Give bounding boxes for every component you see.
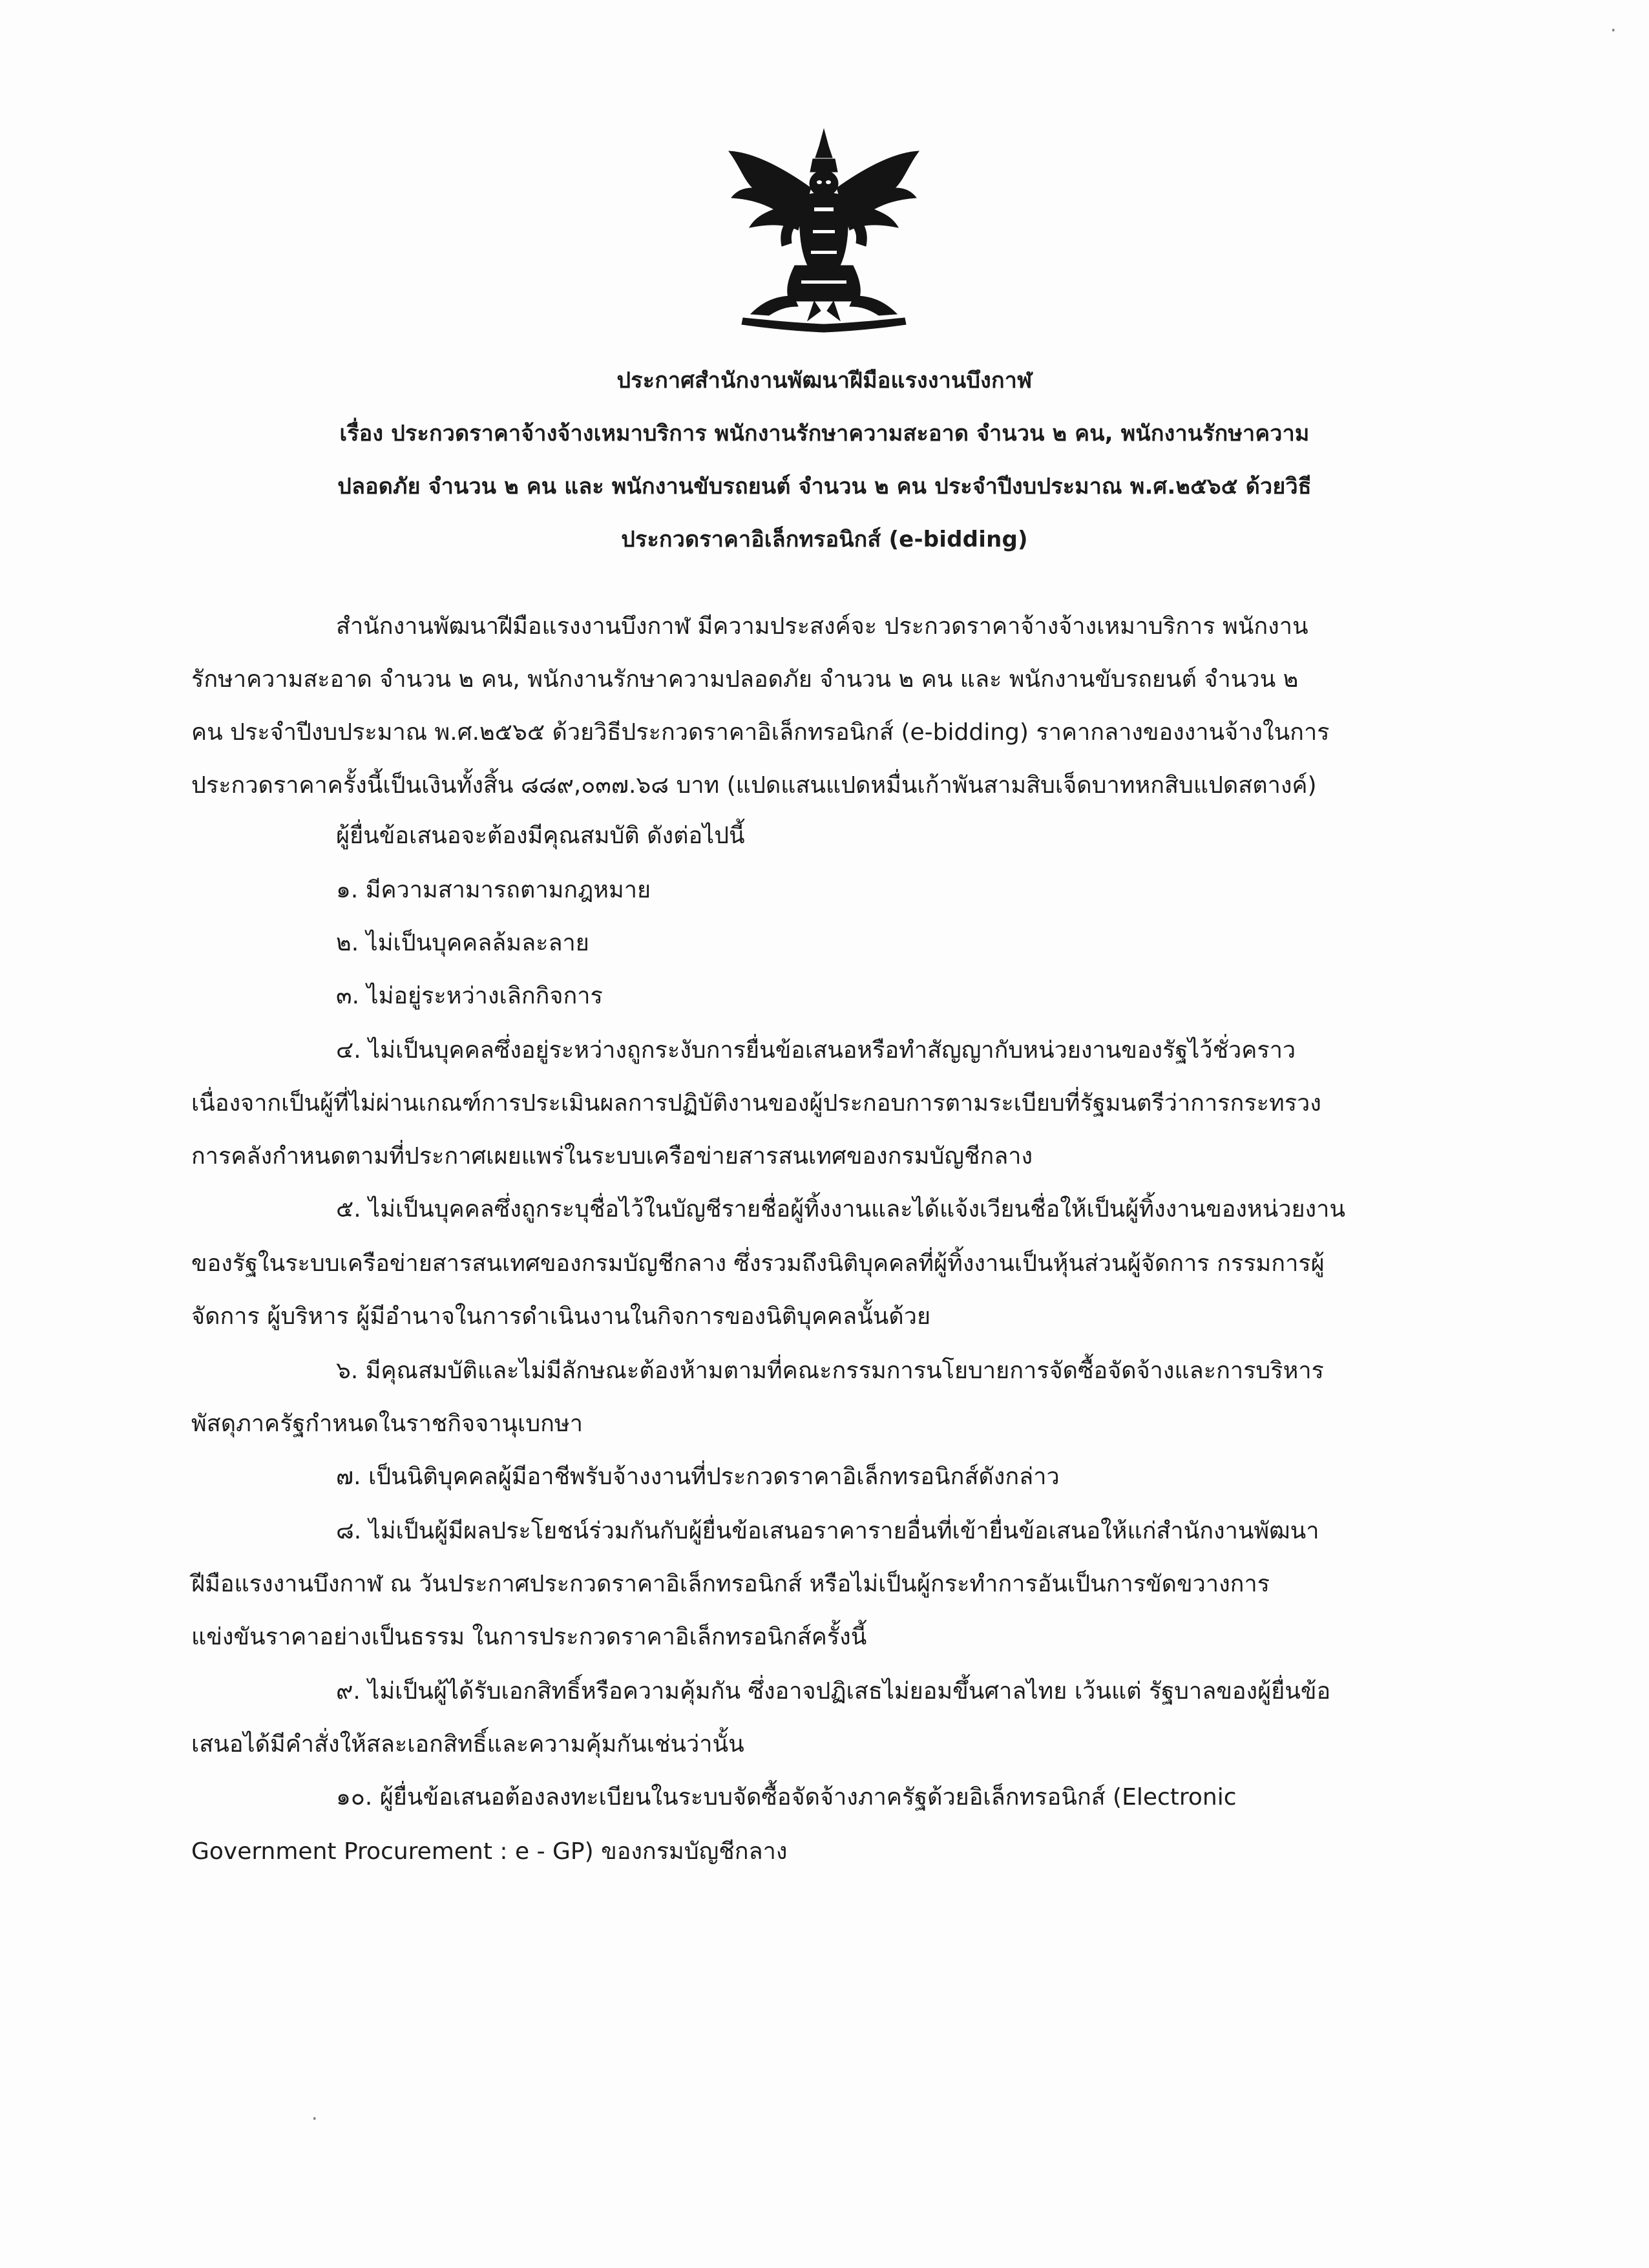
body-line: รักษาความสะอาด จำนวน ๒ คน, พนักงานรักษาความปลอดภัย จำนวน ๒ คน และ พนักงานขับรถยนต์ จำนวน ๒: [191, 666, 1299, 693]
body-line: เสนอได้มีคำสั่งให้สละเอกสิทธิ์และความคุ้มกันเช่นว่านั้น: [191, 1731, 744, 1758]
qualification-item: ๑. มีความสามารถตามกฎหมาย: [336, 877, 651, 903]
qualification-item: ๗. เป็นนิติบุคคลผู้มีอาชีพรับจ้างงานที่ประกวดราคาอิเล็กทรอนิกส์ดังกล่าว: [336, 1464, 1060, 1490]
garuda-emblem-icon: [717, 127, 930, 340]
qualification-item: ๕. ไม่เป็นบุคคลซึ่งถูกระบุชื่อไว้ในบัญชีรายชื่อผู้ทิ้งงานและได้แจ้งเวียนชื่อให้เป็นผู้ทิ้งงานของหน่วยงาน: [336, 1196, 1345, 1223]
title-line-3: ปลอดภัย จำนวน ๒ คน และ พนักงานขับรถยนต์ จำนวน ๒ คน ประจำปีงบประมาณ พ.ศ.๒๕๖๕ ด้วยวิธี: [337, 474, 1312, 499]
qualification-item: ๙. ไม่เป็นผู้ได้รับเอกสิทธิ์หรือความคุ้มกัน ซึ่งอาจปฏิเสธไม่ยอมขึ้นศาลไทย เว้นแต่ รัฐบาลของผู้ยื่นข้อ: [336, 1678, 1331, 1705]
scan-speck: ·: [1610, 19, 1617, 42]
body-line: จัดการ ผู้บริหาร ผู้มีอำนาจในการดำเนินงานในกิจการของนิติบุคคลนั้นด้วย: [191, 1303, 931, 1330]
body-line: พัสดุภาครัฐกำหนดในราชกิจจานุเบกษา: [191, 1411, 583, 1437]
title-line-1: ประกาศสำนักงานพัฒนาฝีมือแรงงานบึงกาฬ: [616, 368, 1033, 394]
body-line: สำนักงานพัฒนาฝีมือแรงงานบึงกาฬ มีความประสงค์จะ ประกวดราคาจ้างจ้างเหมาบริการ พนักงาน: [336, 613, 1308, 640]
title-line-4: ประกวดราคาอิเล็กทรอนิกส์ (e-bidding): [621, 527, 1028, 552]
body-line: คน ประจำปีงบประมาณ พ.ศ.๒๕๖๕ ด้วยวิธีประกวดราคาอิเล็กทรอนิกส์ (e-bidding) ราคากลางของงานจ้างในการ: [191, 719, 1330, 746]
body-line: แข่งขันราคาอย่างเป็นธรรม ในการประกวดราคาอิเล็กทรอนิกส์ครั้งนี้: [191, 1624, 867, 1650]
body-line: Government Procurement : e - GP) ของกรมบัญชีกลาง: [191, 1838, 788, 1865]
body-line: ฝีมือแรงงานบึงกาฬ ณ วันประกาศประกวดราคาอิเล็กทรอนิกส์ หรือไม่เป็นผู้กระทำการอันเป็นการขัดขวางการ: [191, 1571, 1270, 1597]
qualification-item: ๑๐. ผู้ยื่นข้อเสนอต้องลงทะเบียนในระบบจัดซื้อจัดจ้างภาครัฐด้วยอิเล็กทรอนิกส์ (Electronic: [336, 1784, 1237, 1811]
qualification-item: ๓. ไม่อยู่ระหว่างเลิกกิจการ: [336, 983, 603, 1009]
qualification-item: ๘. ไม่เป็นผู้มีผลประโยชน์ร่วมกันกับผู้ยื่นข้อเสนอราคารายอื่นที่เข้ายื่นข้อเสนอให้แก่สำนักงานพัฒนา: [336, 1518, 1319, 1544]
body-line: เนื่องจากเป็นผู้ที่ไม่ผ่านเกณฑ์การประเมินผลการปฏิบัติงานของผู้ประกอบการตามระเบียบที่รัฐมนตรีว่าการกระทรวง: [191, 1090, 1321, 1117]
qualifications-intro: ผู้ยื่นข้อเสนอจะต้องมีคุณสมบัติ ดังต่อไปนี้: [336, 823, 745, 849]
qualification-item: ๔. ไม่เป็นบุคคลซึ่งอยู่ระหว่างถูกระงับการยื่นข้อเสนอหรือทำสัญญากับหน่วยงานของรัฐไว้ชั่วคราว: [336, 1037, 1296, 1064]
qualification-item: ๖. มีคุณสมบัติและไม่มีลักษณะต้องห้ามตามที่คณะกรรมการนโยบายการจัดซื้อจัดจ้างและการบริหาร: [336, 1358, 1324, 1384]
announcement-title: [97, 354, 1552, 566]
body-line: ประกวดราคาครั้งนี้เป็นเงินทั้งสิ้น ๘๘๙,๐๓๗.๖๘ บาท (แปดแสนแปดหมื่นเก้าพันสามสิบเจ็ดบาทหกสิบแปดสตางค์): [191, 772, 1317, 799]
title-line-2: เรื่อง ประกวดราคาจ้างจ้างเหมาบริการ พนักงานรักษาความสะอาด จำนวน ๒ คน, พนักงานรักษาความ: [339, 421, 1310, 446]
body-line: ของรัฐในระบบเครือข่ายสารสนเทศของกรมบัญชีกลาง ซึ่งรวมถึงนิติบุคคลที่ผู้ทิ้งงานเป็นหุ้นส่วนผู้จัดการ กรรมการผู้: [191, 1250, 1325, 1277]
qualification-item: ๒. ไม่เป็นบุคคลล้มละลาย: [336, 930, 589, 956]
body-line: การคลังกำหนดตามที่ประกาศเผยแพร่ในระบบเครือข่ายสารสนเทศของกรมบัญชีกลาง: [191, 1143, 1033, 1170]
scan-speck: ·: [311, 2108, 318, 2130]
